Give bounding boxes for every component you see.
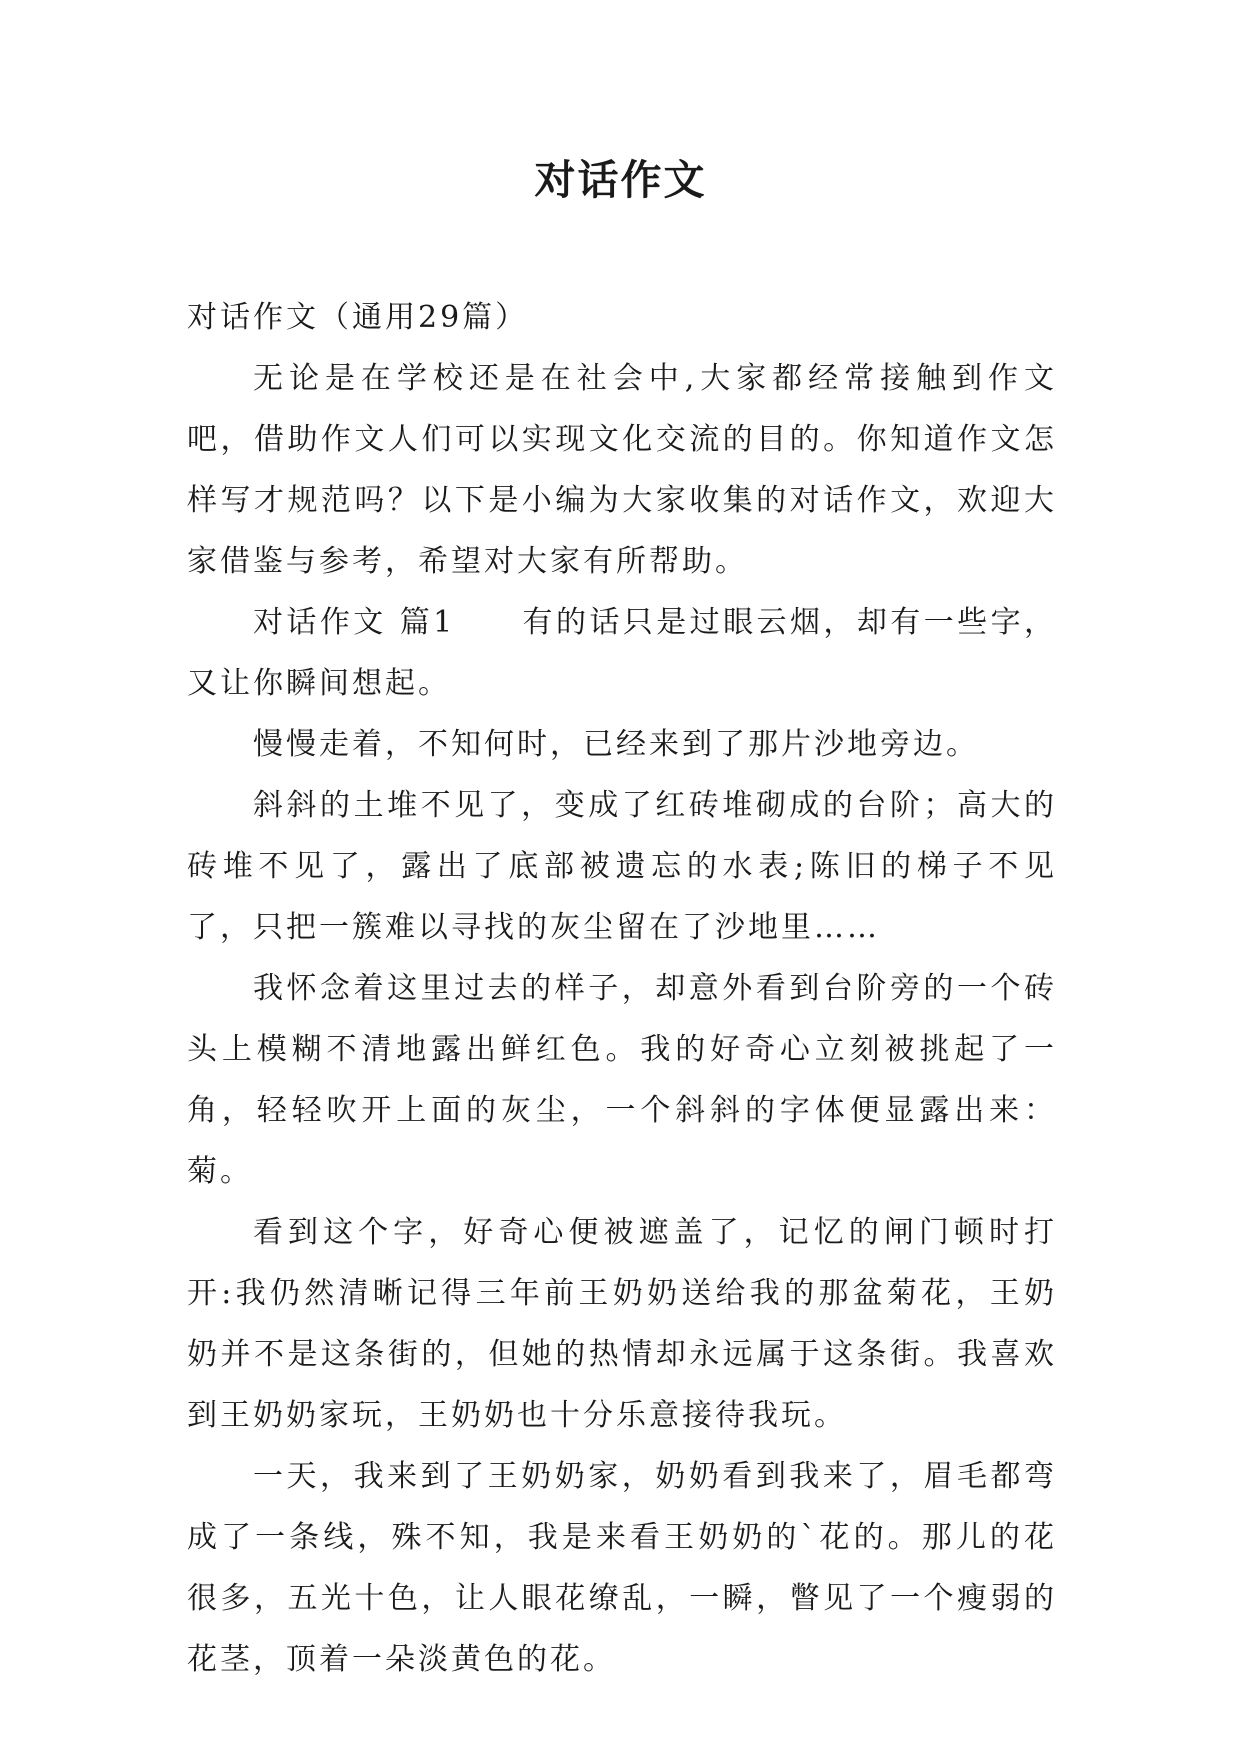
document-subtitle: 对话作文（通用29篇）	[187, 300, 529, 335]
document-body	[187, 287, 1057, 1690]
paragraph-section-1-heading: 对话作文 篇1 有的话只是过眼云烟，却有一些字，又让你瞬间想起。	[187, 605, 1057, 701]
paragraph: 我怀念着这里过去的样子，却意外看到台阶旁的一个砖头上模糊不清地露出鲜红色。我的好奇心立刻被挑起了一角，轻轻吹开上面的灰尘，一个斜斜的字体便显露出来：菊。	[187, 971, 1057, 1189]
document-title: 对话作文	[534, 156, 707, 204]
paragraph: 一天，我来到了王奶奶家，奶奶看到我来了，眉毛都弯成了一条线，殊不知，我是来看王奶奶的`花的。那儿的花很多，五光十色，让人眼花缭乱，一瞬，瞥见了一个瘦弱的花茎，顶着一朵淡黄色的花。	[187, 1459, 1057, 1677]
paragraph: 慢慢走着，不知何时，已经来到了那片沙地旁边。	[253, 727, 979, 762]
paragraph: 看到这个字，好奇心便被遮盖了，记忆的闸门顿时打开:我仍然清晰记得三年前王奶奶送给我的那盆菊花，王奶奶并不是这条街的，但她的热情却永远属于这条街。我喜欢到王奶奶家玩，王奶奶也十分乐意接待我玩。	[187, 1215, 1057, 1433]
paragraph-intro: 无论是在学校还是在社会中,大家都经常接触到作文吧，借助作文人们可以实现文化交流的目的。你知道作文怎样写才规范吗？以下是小编为大家收集的对话作文，欢迎大家借鉴与参考，希望对大家有所帮助。	[187, 361, 1057, 579]
paragraph: 斜斜的土堆不见了，变成了红砖堆砌成的台阶；高大的砖堆不见了，露出了底部被遗忘的水表;陈旧的梯子不见了，只把一簇难以寻找的灰尘留在了沙地里……	[187, 788, 1057, 945]
